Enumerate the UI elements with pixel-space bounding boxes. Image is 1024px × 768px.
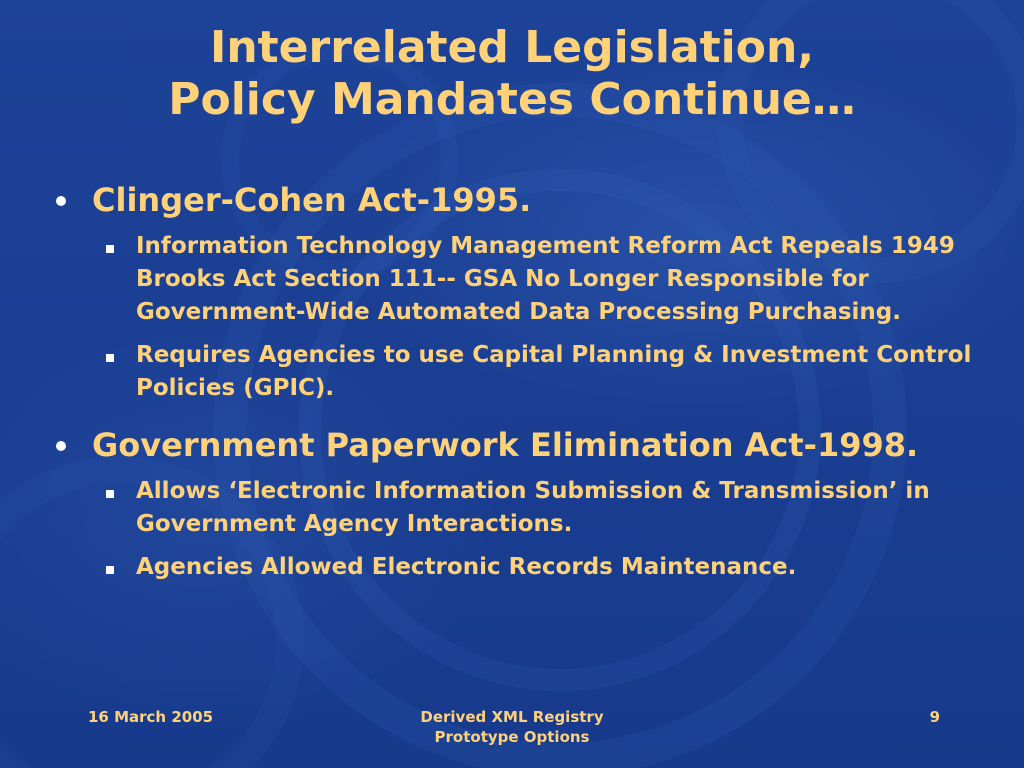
title-line-2: Policy Mandates Continue… bbox=[168, 74, 856, 125]
bullet-text: Government Paperwork Elimination Act-1998. bbox=[92, 426, 919, 464]
bullet-square-icon bbox=[106, 245, 114, 253]
footer-title bbox=[362, 707, 662, 747]
sub-bullet bbox=[54, 339, 974, 405]
footer-title-line-2: Prototype Options bbox=[434, 728, 590, 746]
bullet-square-icon bbox=[106, 490, 114, 498]
page-number: 9 bbox=[929, 708, 940, 726]
title-line-1: Interrelated Legislation, bbox=[209, 22, 815, 73]
bullet-text: Clinger-Cohen Act-1995. bbox=[92, 181, 532, 219]
bullet-dot-icon bbox=[56, 441, 66, 451]
bullet-square-icon bbox=[106, 354, 114, 362]
sub-bullet bbox=[54, 475, 974, 541]
slide-title bbox=[40, 22, 984, 126]
footer-title-line-1: Derived XML Registry bbox=[420, 708, 604, 726]
sub-bullet-text: Information Technology Management Reform Act Repeals 1949 Brooks Act Section 111-- GSA No Longer Responsible for Government-Wide Automated Data Processing Purchasing. bbox=[136, 233, 955, 325]
bullet-clinger-cohen bbox=[54, 180, 974, 220]
sub-bullet-text: Requires Agencies to use Capital Planning & Investment Control Policies (GPIC). bbox=[136, 342, 972, 401]
sub-bullet bbox=[54, 551, 974, 584]
footer-date: 16 March 2005 bbox=[88, 708, 214, 726]
bullet-list bbox=[54, 180, 974, 584]
bullet-dot-icon bbox=[56, 196, 66, 206]
bullet-government-paperwork bbox=[54, 425, 974, 465]
sub-bullet-text: Agencies Allowed Electronic Records Maintenance. bbox=[136, 554, 797, 580]
sub-bullet bbox=[54, 230, 974, 329]
bullet-square-icon bbox=[106, 566, 114, 574]
sub-bullet-text: Allows ‘Electronic Information Submission & Transmission’ in Government Agency Interactions. bbox=[136, 478, 930, 537]
